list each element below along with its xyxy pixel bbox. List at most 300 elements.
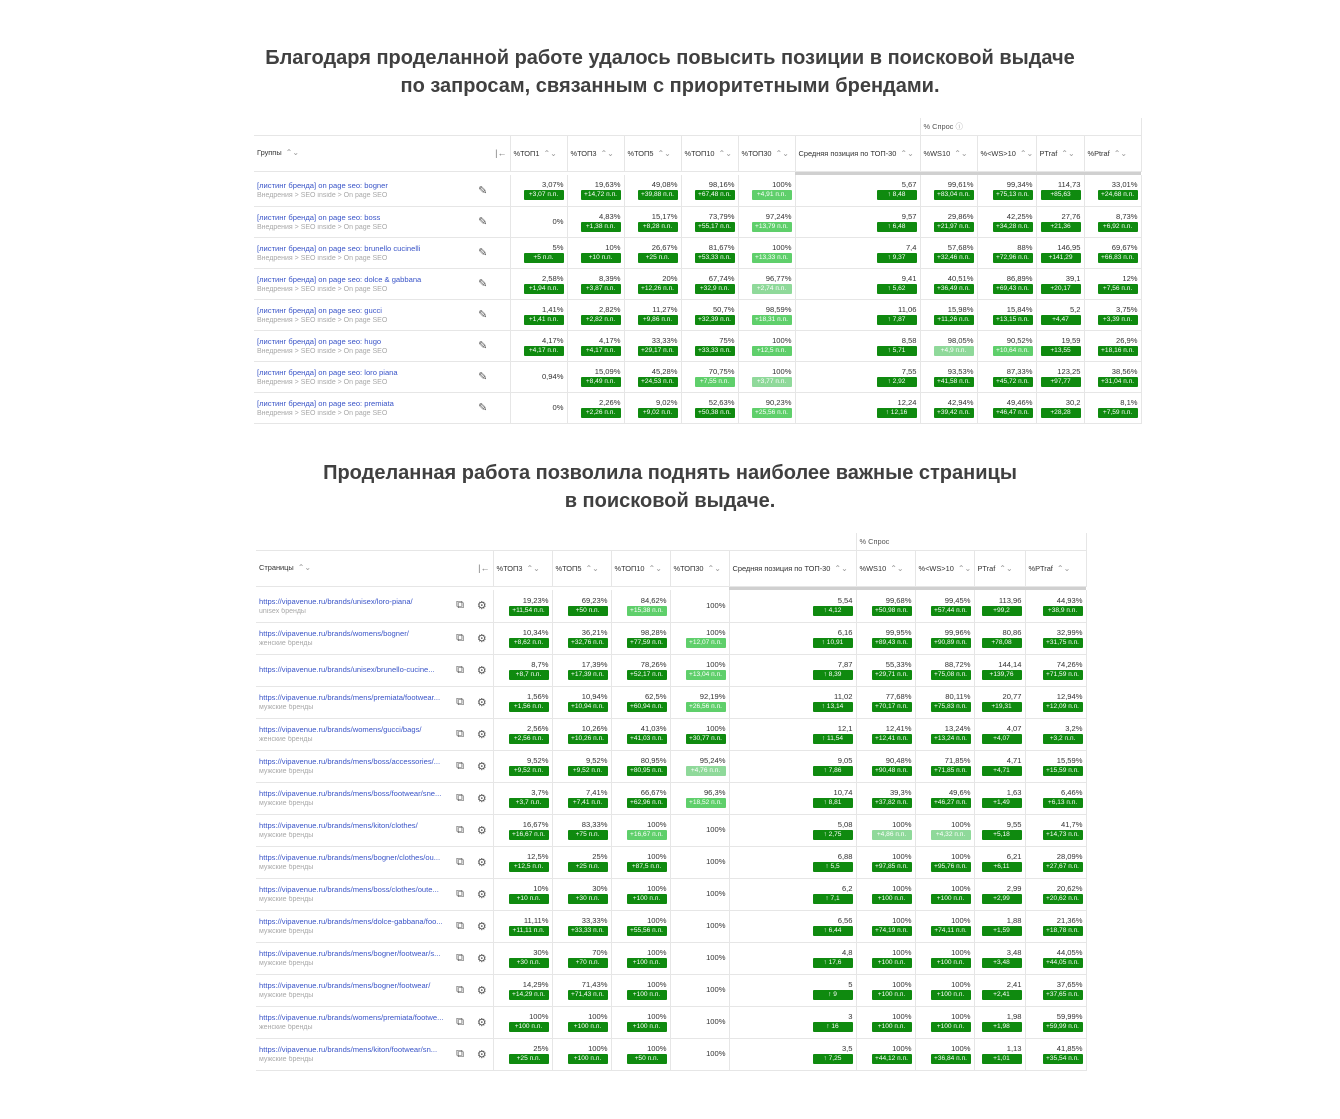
copy-icon-cell[interactable]	[449, 782, 471, 814]
row-link[interactable]: [листинг бренда] on page seo: gucci	[257, 305, 382, 315]
metric-cell	[670, 654, 729, 686]
metric-cell	[1025, 654, 1086, 686]
gear-icon[interactable]: ⚙	[476, 984, 487, 997]
row-name-cell	[256, 974, 449, 1006]
sort-icon[interactable]: ⌃⌄	[890, 563, 904, 573]
pencil-icon[interactable]: ✎	[478, 184, 488, 197]
metric-cell	[974, 750, 1025, 782]
collapse-left-icon[interactable]: |←	[495, 148, 507, 158]
sort-icon[interactable]: ⌃⌄	[657, 148, 671, 158]
column-header-ptraf[interactable]	[1084, 135, 1141, 171]
sort-icon[interactable]: ⌃⌄	[718, 148, 732, 158]
delta-badge: +25,56 п.п.	[752, 408, 792, 418]
metric-cell	[611, 1038, 670, 1070]
gear-icon[interactable]: ⚙	[476, 920, 487, 933]
gear-icon-cell[interactable]	[471, 782, 493, 814]
metric-cell	[1084, 361, 1141, 392]
copy-icon-cell[interactable]	[449, 910, 471, 942]
metric-cell	[856, 910, 915, 942]
delta-badge: +11,11 п.п.	[509, 926, 549, 936]
metric-value: 99,95%	[885, 628, 912, 637]
metric-cell	[552, 750, 611, 782]
sort-icon[interactable]: ⌃⌄	[1113, 148, 1128, 158]
sort-icon[interactable]: ⌃⌄	[707, 563, 721, 573]
copy-icon[interactable]: ⧉	[456, 695, 464, 708]
delta-badge: +5,18	[982, 830, 1022, 840]
pencil-icon[interactable]: ✎	[478, 278, 488, 290]
copy-icon-cell[interactable]	[449, 974, 471, 1006]
row-link[interactable]: https://vipavenue.ru/brands/mens/boss/footwear/sne...	[259, 789, 442, 798]
delta-badge: +19,31	[982, 702, 1022, 712]
metric-cell	[567, 206, 624, 237]
delta-badge: ↑ 7,1	[813, 894, 853, 904]
metric-value: 3,07%	[541, 180, 564, 190]
metric-value: 98,28%	[640, 628, 667, 637]
delta-badge: +20,62 п.п.	[1043, 894, 1083, 904]
row-name-cell	[256, 750, 449, 782]
metric-cell	[681, 299, 738, 330]
copy-icon[interactable]: ⧉	[456, 983, 464, 996]
pencil-icon-cell[interactable]	[456, 206, 510, 237]
metric-value: 87,33%	[1006, 366, 1033, 376]
column-header-ptraf[interactable]	[1025, 550, 1086, 586]
delta-badge: +50 п.п.	[627, 1054, 667, 1064]
copy-icon-cell[interactable]	[449, 878, 471, 910]
metric-value: 144,14	[998, 660, 1022, 669]
copy-icon-cell[interactable]	[449, 590, 471, 622]
row-link[interactable]: https://vipavenue.ru/brands/mens/kiton/clothes/	[259, 821, 418, 830]
copy-icon-cell[interactable]	[449, 718, 471, 750]
delta-badge: +12,41 п.п.	[872, 734, 912, 744]
copy-icon-cell[interactable]	[449, 750, 471, 782]
delta-badge: +10 п.п.	[509, 894, 549, 904]
metric-cell	[567, 361, 624, 392]
copy-icon-cell[interactable]	[449, 1006, 471, 1038]
pencil-icon[interactable]: ✎	[478, 371, 488, 383]
delta-badge: +12,26 п.п.	[638, 284, 678, 294]
delta-badge: +74,11 п.п.	[931, 926, 971, 936]
delta-badge: +78,08	[982, 638, 1022, 648]
sort-icon[interactable]: ⌃⌄	[834, 563, 848, 573]
gear-icon-cell[interactable]	[471, 686, 493, 718]
metric-cell	[611, 974, 670, 1006]
delta-badge: +100 п.п.	[509, 1022, 549, 1032]
metric-cell	[974, 814, 1025, 846]
gear-icon[interactable]: ⚙	[476, 760, 487, 773]
metric-value: 84,62%	[640, 595, 667, 605]
delta-badge: +24,53 п.п.	[638, 377, 678, 387]
column-header-средняя-позиция-по-топ-30[interactable]	[795, 135, 920, 171]
sort-icon[interactable]: ⌃⌄	[957, 563, 972, 573]
sort-icon[interactable]: ⌃⌄	[585, 563, 599, 573]
row-link[interactable]: [листинг бренда] on page seo: premiata	[257, 398, 394, 408]
metric-cell	[856, 942, 915, 974]
metric-value: 100%	[706, 921, 726, 930]
delta-badge: +60,94 п.п.	[627, 702, 667, 712]
row-name-cell	[254, 237, 456, 268]
row-link[interactable]: [листинг бренда] on page seo: hugo	[257, 336, 382, 346]
pencil-icon-cell[interactable]	[456, 268, 510, 299]
column-header-label: %<WS>10	[980, 148, 1016, 158]
row-subtitle: Внедрения > SEO inside > On page SEO	[257, 192, 388, 200]
column-header-топ30[interactable]	[738, 135, 795, 171]
column-header-ptraf[interactable]	[974, 550, 1025, 586]
column-header-label: %<WS>10	[918, 563, 954, 573]
column-header-label: PTraf	[1039, 148, 1058, 158]
row-link[interactable]: https://vipavenue.ru/brands/mens/boss/clothes/oute...	[259, 885, 439, 894]
copy-icon[interactable]: ⧉	[456, 951, 464, 964]
gear-icon-cell[interactable]	[471, 750, 493, 782]
sort-icon[interactable]: ⌃⌄	[999, 563, 1013, 573]
row-link[interactable]: https://vipavenue.ru/brands/womens/bogner/	[259, 629, 409, 638]
pencil-icon[interactable]: ✎	[478, 402, 488, 414]
metric-cell	[670, 622, 729, 654]
metric-cell	[552, 974, 611, 1006]
pencil-icon-cell[interactable]	[456, 175, 510, 206]
section1-heading	[0, 44, 1340, 100]
metric-value: 100%	[892, 820, 912, 829]
row-link[interactable]: [листинг бренда] on page seo: dolce & gabbana	[257, 274, 422, 284]
delta-badge: +14,73 п.п.	[1043, 830, 1083, 840]
row-link[interactable]: https://vipavenue.ru/brands/mens/kiton/footwear/sn...	[259, 1045, 438, 1054]
pencil-icon-cell[interactable]	[456, 299, 510, 330]
metric-cell	[977, 330, 1036, 361]
metric-cell	[977, 175, 1036, 206]
delta-badge: +33,33 п.п.	[695, 346, 735, 356]
delta-badge: +8,62 п.п.	[509, 638, 549, 648]
copy-icon-cell[interactable]	[449, 622, 471, 654]
row-subtitle: мужские бренды	[259, 960, 314, 967]
gear-icon-cell[interactable]	[471, 718, 493, 750]
column-header-топ10[interactable]	[611, 550, 670, 586]
metric-value: 100%	[706, 889, 726, 898]
row-link[interactable]: https://vipavenue.ru/brands/unisex/loro-piana/	[259, 596, 413, 606]
gear-icon[interactable]: ⚙	[476, 696, 487, 709]
column-header-топ5[interactable]	[552, 550, 611, 586]
gear-icon-cell[interactable]	[471, 910, 493, 942]
pencil-icon-cell[interactable]	[456, 330, 510, 361]
metric-cell	[493, 846, 552, 878]
metric-cell	[681, 206, 738, 237]
delta-badge: +50 п.п.	[568, 606, 608, 616]
delta-badge: +18,16 п.п.	[1098, 346, 1138, 356]
delta-badge: +1,38 п.п.	[581, 222, 621, 232]
metric-cell	[670, 942, 729, 974]
copy-icon[interactable]: ⧉	[456, 727, 464, 740]
metric-value: 100%	[706, 628, 726, 637]
row-subtitle: мужские бренды	[259, 864, 314, 871]
row-link[interactable]: [листинг бренда] on page seo: loro piana	[257, 367, 398, 377]
name-column-header[interactable]	[256, 550, 493, 586]
column-header-топ3[interactable]	[567, 135, 624, 171]
metric-value: 100%	[647, 1012, 667, 1021]
metric-value: 1,13	[1006, 1044, 1022, 1053]
metric-cell	[611, 878, 670, 910]
metric-cell	[670, 814, 729, 846]
pencil-icon[interactable]: ✎	[478, 309, 488, 321]
delta-badge: +100 п.п.	[872, 990, 912, 1000]
name-column-header[interactable]	[254, 135, 510, 171]
collapse-left-icon[interactable]: |←	[478, 563, 490, 573]
row-link[interactable]: https://vipavenue.ru/brands/mens/bogner/clothes/ou...	[259, 853, 441, 862]
copy-icon-cell[interactable]	[449, 686, 471, 718]
sort-icon[interactable]: ⌃⌄	[297, 563, 312, 572]
metric-cell	[915, 942, 974, 974]
delta-badge: +62,96 п.п.	[627, 798, 667, 808]
metric-value: 10,94%	[581, 692, 608, 701]
row-name-cell	[256, 910, 449, 942]
column-header-средняя-позиция-по-топ-30[interactable]	[729, 550, 856, 586]
metric-value: 36,21%	[581, 628, 608, 637]
gear-icon-cell[interactable]	[471, 974, 493, 1006]
pencil-icon-cell[interactable]	[456, 237, 510, 268]
sort-icon[interactable]: ⌃⌄	[775, 148, 789, 158]
metric-value: 100%	[892, 1012, 912, 1021]
row-link[interactable]: https://vipavenue.ru/brands/mens/bogner/footwear/s...	[259, 949, 441, 958]
gear-icon-cell[interactable]	[471, 654, 493, 686]
metric-cell	[567, 330, 624, 361]
pages-table	[256, 533, 1087, 1071]
metric-value: 9,52%	[526, 756, 549, 765]
metric-value: 12,5%	[526, 852, 549, 861]
metric-cell	[795, 299, 920, 330]
delta-badge: +4,9 п.п.	[934, 346, 974, 356]
copy-icon[interactable]: ⧉	[456, 631, 464, 644]
sort-icon[interactable]: ⌃⌄	[526, 563, 540, 573]
copy-icon[interactable]: ⧉	[456, 855, 464, 868]
metric-cell	[611, 654, 670, 686]
sort-icon[interactable]: ⌃⌄	[600, 148, 614, 158]
delta-badge: +72,96 п.п.	[993, 253, 1033, 263]
gear-icon[interactable]: ⚙	[476, 888, 487, 901]
pencil-icon[interactable]: ✎	[478, 340, 488, 352]
pencil-icon[interactable]: ✎	[478, 247, 488, 259]
copy-icon[interactable]: ⧉	[456, 887, 464, 900]
row-name-cell	[256, 622, 449, 654]
metric-cell	[552, 590, 611, 622]
metric-cell	[1025, 590, 1086, 622]
delta-badge: ↑ 5,62	[877, 284, 917, 294]
metric-value: 33,01%	[1111, 180, 1138, 190]
column-header-ptraf[interactable]	[1036, 135, 1084, 171]
metric-value: 67,74%	[708, 273, 735, 283]
row-link[interactable]: [листинг бренда] on page seo: boss	[257, 212, 381, 222]
metric-value: 100%	[892, 948, 912, 957]
pencil-icon[interactable]: ✎	[478, 216, 488, 228]
gear-icon[interactable]: ⚙	[476, 1016, 487, 1029]
sort-icon[interactable]: ⌃⌄	[648, 563, 662, 573]
copy-icon-cell[interactable]	[449, 846, 471, 878]
gear-icon[interactable]: ⚙	[476, 632, 487, 645]
copy-icon[interactable]: ⧉	[456, 1047, 464, 1060]
delta-badge: +33,33 п.п.	[568, 926, 608, 936]
copy-icon[interactable]: ⧉	[456, 759, 464, 772]
sort-icon[interactable]: ⌃⌄	[954, 148, 968, 158]
row-link[interactable]: https://vipavenue.ru/brands/mens/premiata/footwear...	[259, 693, 441, 702]
row-name-cell	[254, 299, 456, 330]
row-subtitle: мужские бренды	[259, 800, 314, 807]
metric-value: 9,52%	[585, 756, 608, 765]
column-header-топ3[interactable]	[493, 550, 552, 586]
delta-badge: +29,71 п.п.	[872, 670, 912, 680]
metric-cell	[729, 814, 856, 846]
metric-value: 41,03%	[640, 724, 667, 733]
gear-icon[interactable]: ⚙	[476, 600, 487, 613]
metric-value: 42,94%	[947, 397, 974, 407]
delta-badge: +13,04 п.п.	[686, 670, 726, 680]
copy-icon-cell[interactable]	[449, 814, 471, 846]
row-link[interactable]: https://vipavenue.ru/brands/womens/premiata/footwe...	[259, 1013, 444, 1022]
copy-icon-cell[interactable]	[449, 1038, 471, 1070]
column-header-label: %Ptraf	[1087, 148, 1110, 158]
gear-icon[interactable]: ⚙	[476, 952, 487, 965]
metric-value: 6,21	[1006, 852, 1022, 861]
metric-cell	[729, 1006, 856, 1038]
delta-badge: +67,48 п.п.	[695, 190, 735, 200]
copy-icon[interactable]: ⧉	[456, 663, 464, 676]
column-header-топ10[interactable]	[681, 135, 738, 171]
info-icon[interactable]: ⓘ	[955, 121, 963, 131]
gear-icon-cell[interactable]	[471, 622, 493, 654]
delta-badge: +3,48	[982, 958, 1022, 968]
metric-cell	[856, 974, 915, 1006]
metric-value: 6,46%	[1060, 788, 1083, 797]
delta-badge: +100 п.п.	[627, 1022, 667, 1032]
gear-icon-cell[interactable]	[471, 590, 493, 622]
column-header-ws-10[interactable]	[915, 550, 974, 586]
row-subtitle: мужские бренды	[259, 832, 314, 839]
delta-badge: +71,59 п.п.	[1043, 670, 1083, 680]
copy-icon[interactable]: ⧉	[456, 791, 464, 804]
sort-icon[interactable]: ⌃⌄	[1056, 563, 1071, 573]
row-link[interactable]: https://vipavenue.ru/brands/unisex/brunello-cucine...	[259, 664, 435, 674]
copy-icon-cell[interactable]	[449, 654, 471, 686]
row-link[interactable]: https://vipavenue.ru/brands/womens/gucci/bags/	[259, 725, 422, 734]
delta-badge: +46,47 п.п.	[993, 408, 1033, 418]
delta-badge: ↑ 13,14	[813, 702, 853, 712]
gear-icon[interactable]: ⚙	[476, 728, 487, 741]
gear-icon[interactable]: ⚙	[476, 856, 487, 869]
row-link[interactable]: [листинг бренда] on page seo: brunello cucinelli	[257, 243, 421, 253]
metric-value: 41,85%	[1056, 1044, 1083, 1053]
delta-badge: +2,26 п.п.	[581, 408, 621, 418]
delta-badge: ↑ 11,54	[813, 734, 853, 744]
delta-badge: +100 п.п.	[627, 894, 667, 904]
sort-icon[interactable]: ⌃⌄	[1061, 148, 1075, 158]
column-header-топ1[interactable]	[510, 135, 567, 171]
column-header-ws10[interactable]	[856, 550, 915, 586]
gear-icon[interactable]: ⚙	[476, 1048, 487, 1061]
row-name-cell	[256, 718, 449, 750]
delta-badge: +3,2 п.п.	[1043, 734, 1083, 744]
gear-icon-cell[interactable]	[471, 878, 493, 910]
metric-value: 3,2%	[1065, 724, 1083, 733]
row-link[interactable]: https://vipavenue.ru/brands/mens/dolce-gabbana/foo...	[259, 917, 443, 926]
metric-value: 50,7%	[712, 304, 735, 314]
gear-icon-cell[interactable]	[471, 1038, 493, 1070]
column-header-ws-10[interactable]	[977, 135, 1036, 171]
copy-icon[interactable]: ⧉	[456, 823, 464, 836]
row-link[interactable]: https://vipavenue.ru/brands/mens/boss/accessories/...	[259, 757, 441, 766]
delta-badge: +30 п.п.	[568, 894, 608, 904]
metric-cell	[977, 392, 1036, 423]
metric-cell	[856, 814, 915, 846]
copy-icon[interactable]: ⧉	[456, 919, 464, 932]
delta-badge: ↑ 17,6	[813, 958, 853, 968]
gear-icon-cell[interactable]	[471, 814, 493, 846]
sort-icon[interactable]: ⌃⌄	[285, 148, 300, 157]
column-header-ws10[interactable]	[920, 135, 977, 171]
metric-cell	[1084, 299, 1141, 330]
metric-cell	[977, 299, 1036, 330]
row-link[interactable]: [листинг бренда] on page seo: bogner	[257, 181, 388, 191]
metric-value: 14,29%	[522, 980, 549, 989]
sort-icon[interactable]: ⌃⌄	[543, 148, 557, 158]
metric-cell	[624, 299, 681, 330]
pencil-icon-cell[interactable]	[456, 392, 510, 423]
gear-icon[interactable]: ⚙	[476, 824, 487, 837]
delta-badge: +1,98	[982, 1022, 1022, 1032]
metric-cell	[670, 910, 729, 942]
metric-cell	[729, 686, 856, 718]
pencil-icon-cell[interactable]	[456, 361, 510, 392]
metric-value: 100%	[647, 852, 667, 861]
name-column-label: Страницы	[259, 563, 294, 572]
delta-badge: ↑ 8,39	[813, 670, 853, 680]
gear-icon-cell[interactable]	[471, 1006, 493, 1038]
sort-icon[interactable]: ⌃⌄	[900, 148, 914, 158]
sort-icon[interactable]: ⌃⌄	[1019, 148, 1034, 158]
row-link[interactable]: https://vipavenue.ru/brands/mens/bogner/footwear/	[259, 981, 431, 990]
delta-badge: +83,04 п.п.	[934, 190, 974, 200]
delta-badge: +71,85 п.п.	[931, 766, 971, 776]
metric-value: 71,43%	[581, 980, 608, 989]
metric-value: 99,68%	[885, 595, 912, 605]
metric-cell	[567, 175, 624, 206]
delta-badge: +59,99 п.п.	[1043, 1022, 1083, 1032]
table-row	[256, 686, 1086, 718]
gear-icon-cell[interactable]	[471, 942, 493, 974]
copy-icon[interactable]: ⧉	[456, 599, 464, 612]
gear-icon[interactable]: ⚙	[476, 792, 487, 805]
metric-cell	[738, 330, 795, 361]
copy-icon-cell[interactable]	[449, 942, 471, 974]
metric-value: 75%	[719, 335, 735, 345]
metric-value: 49,08%	[651, 180, 678, 190]
metric-value: 100%	[647, 948, 667, 957]
metric-value: 93,53%	[947, 366, 974, 376]
metric-value: 7,87	[837, 660, 853, 669]
table-row	[254, 330, 1141, 361]
metric-value: 8,73%	[1116, 211, 1138, 221]
copy-icon[interactable]: ⧉	[456, 1015, 464, 1028]
column-header-топ30[interactable]	[670, 550, 729, 586]
gear-icon[interactable]: ⚙	[476, 664, 487, 677]
metric-cell	[920, 268, 977, 299]
row-name-cell	[254, 268, 456, 299]
gear-icon-cell[interactable]	[471, 846, 493, 878]
metric-value: 11,11%	[523, 916, 549, 925]
delta-badge: ↑ 10,91	[813, 638, 853, 648]
metric-value: 100%	[892, 884, 912, 893]
metric-value: 20%	[662, 273, 678, 283]
column-header-топ5[interactable]	[624, 135, 681, 171]
metric-cell	[1025, 1038, 1086, 1070]
delta-badge: +2,99	[982, 894, 1022, 904]
metric-value: 49,6%	[948, 788, 971, 797]
column-header-label: %ТОП5	[555, 563, 582, 573]
delta-badge: +10,94 п.п.	[568, 702, 608, 712]
